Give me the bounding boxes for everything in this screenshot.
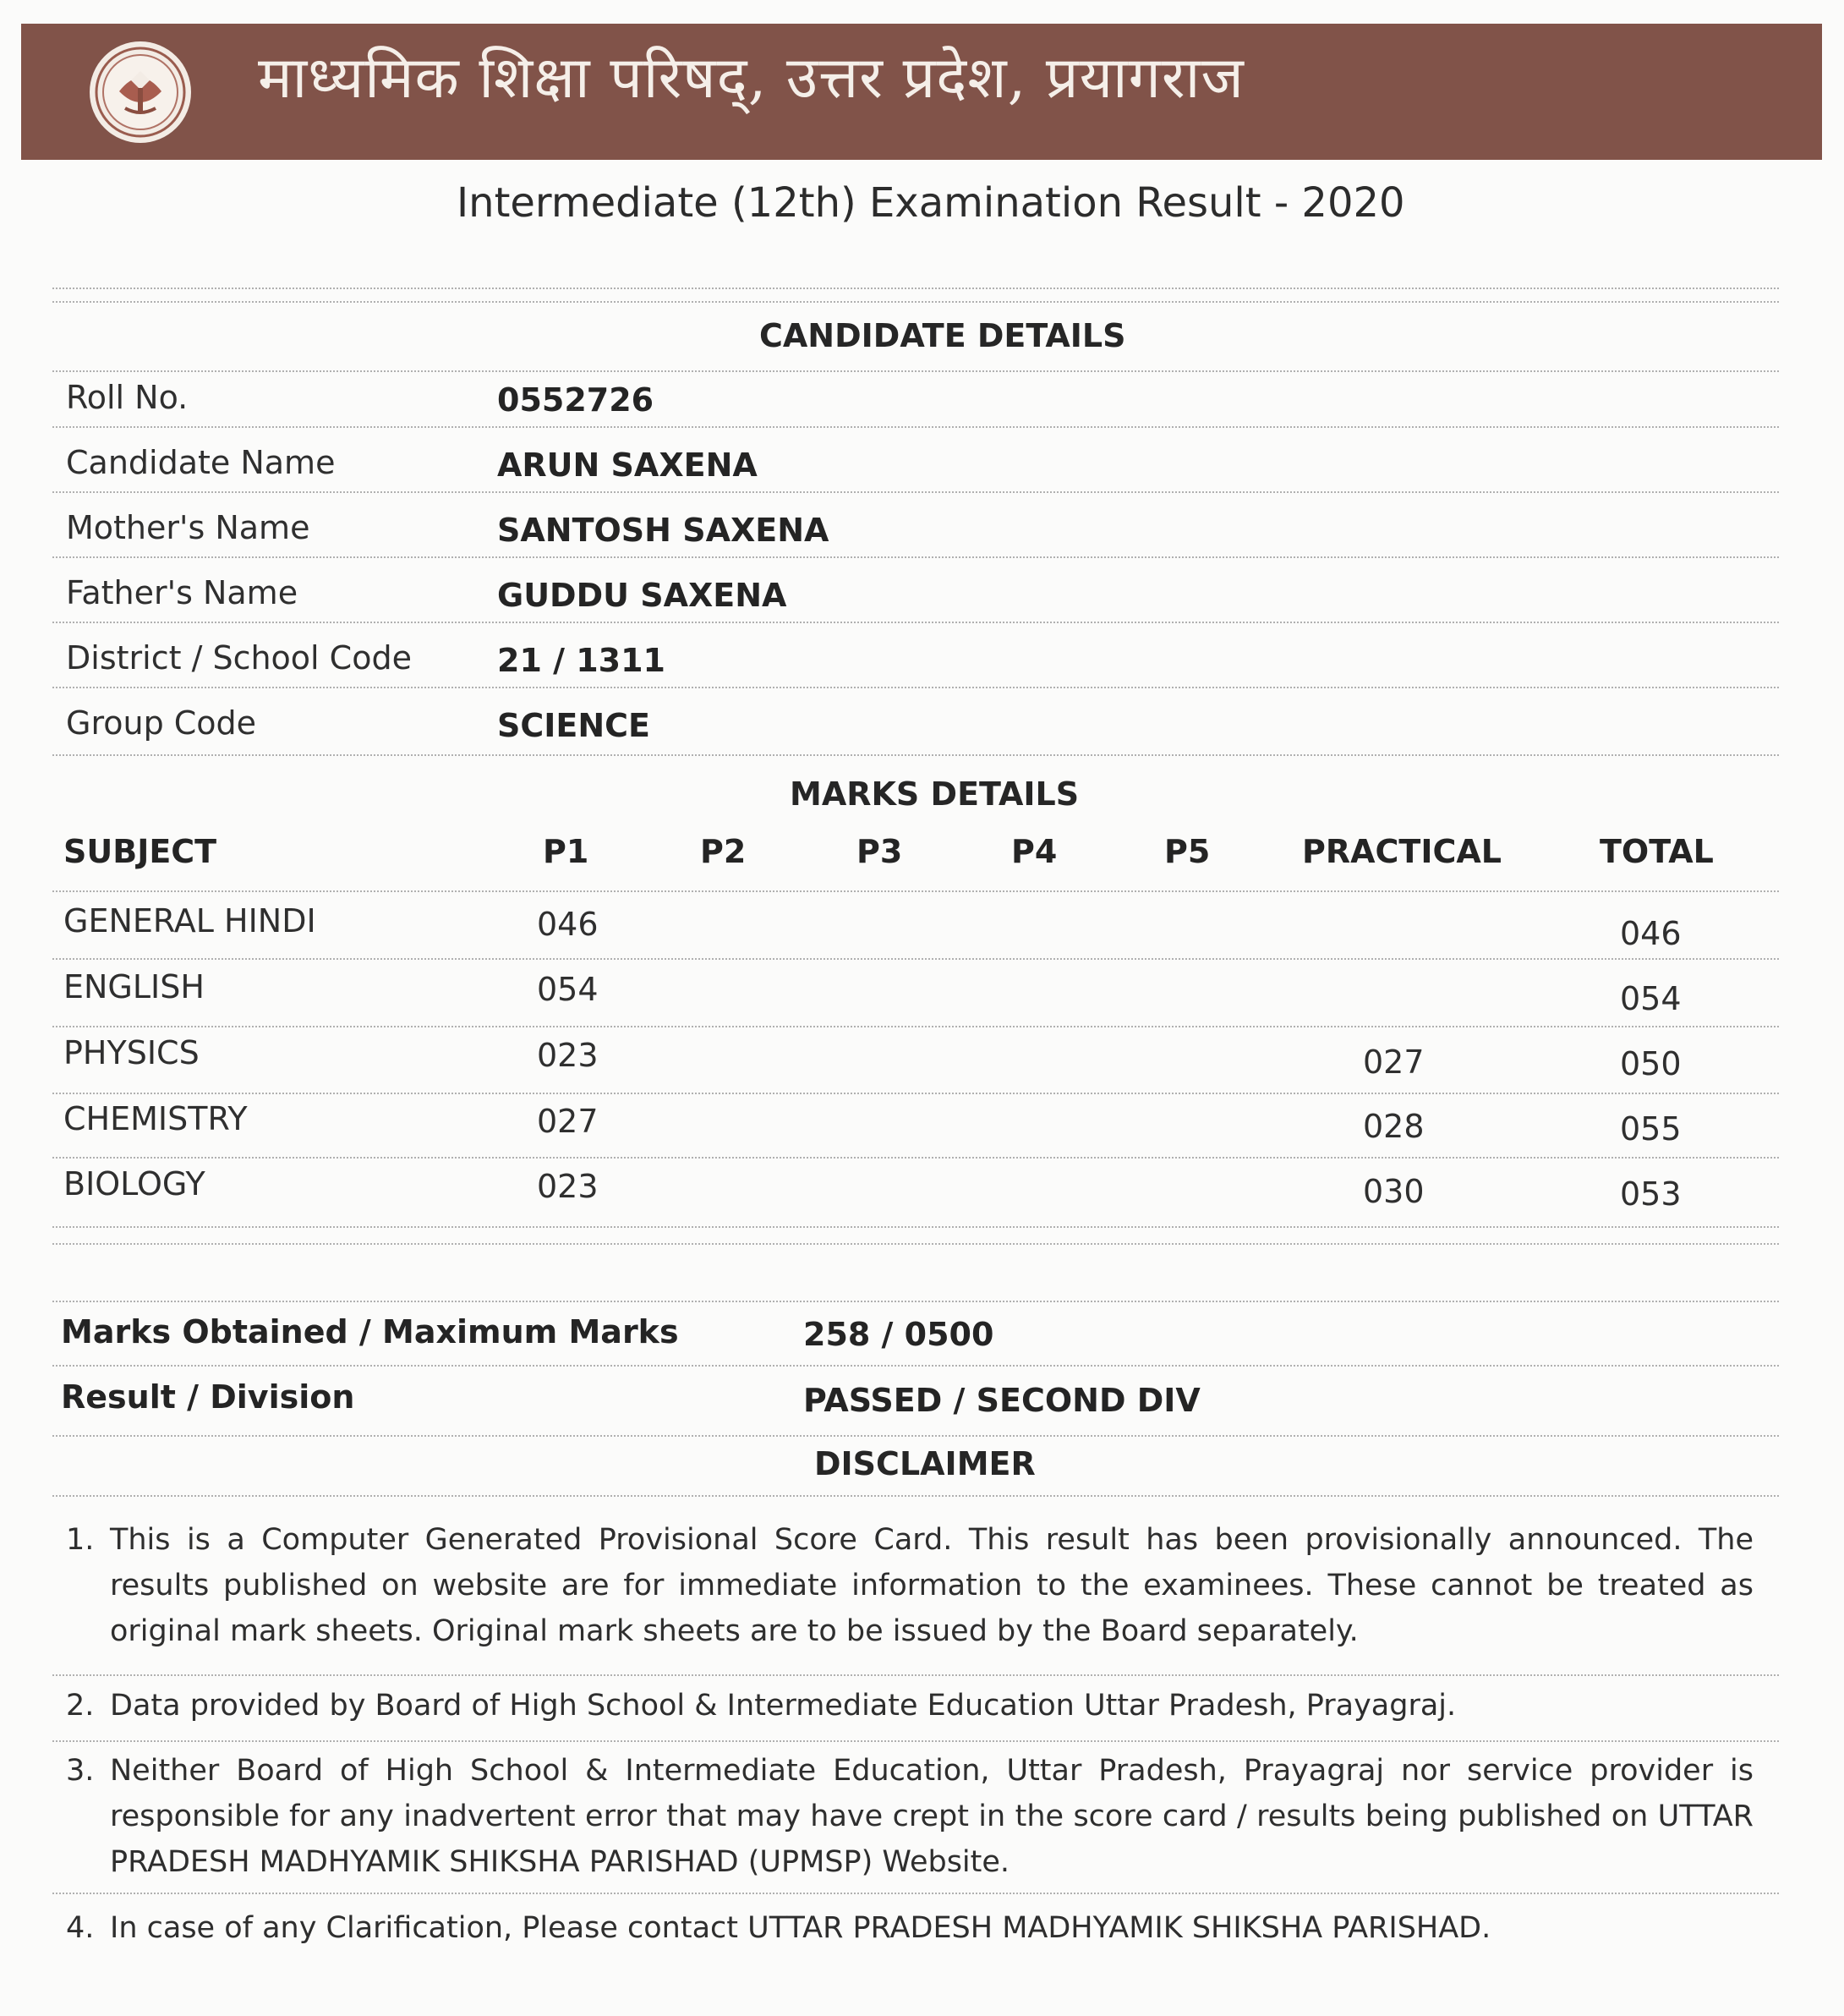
p3-column-header: P3 [856, 833, 903, 870]
p5-column-header: P5 [1164, 833, 1211, 870]
disclaimer-number: 3. [66, 1754, 95, 1788]
divider [52, 687, 1779, 688]
divider [52, 754, 1779, 756]
disclaimer-number: 1. [66, 1523, 95, 1557]
divider [52, 1157, 1779, 1159]
p1-mark: 023 [537, 1168, 599, 1205]
practical-mark: 028 [1363, 1108, 1425, 1145]
disclaimer-number: 4. [66, 1911, 95, 1945]
marks-table-header [0, 835, 1844, 876]
candidate-name-value: ARUN SAXENA [497, 446, 758, 484]
p4-column-header: P4 [1011, 833, 1058, 870]
p1-mark: 023 [537, 1037, 599, 1074]
divider [52, 1435, 1779, 1437]
total-mark: 054 [1620, 980, 1682, 1017]
divider [52, 370, 1779, 372]
disclaimer-item [66, 1683, 1754, 1728]
subject-name: CHEMISTRY [63, 1100, 248, 1137]
district-school-code-value: 21 / 1311 [497, 642, 665, 679]
district-school-code-label: District / School Code [66, 639, 412, 677]
total-mark: 053 [1620, 1175, 1682, 1213]
p1-column-header: P1 [543, 833, 589, 870]
divider [52, 1740, 1779, 1742]
disclaimer-item [66, 1905, 1754, 1951]
total-mark: 055 [1620, 1110, 1682, 1148]
total-mark: 046 [1620, 915, 1682, 952]
result-division-label: Result / Division [61, 1378, 355, 1416]
board-title: माध्यमिक शिक्षा परिषद्, उत्तर प्रदेश, प्रयागराज [258, 45, 1245, 112]
father-name-label: Father's Name [66, 574, 298, 611]
divider [52, 1674, 1779, 1676]
practical-mark: 030 [1363, 1173, 1425, 1210]
divider [52, 1301, 1779, 1302]
subject-name: PHYSICS [63, 1034, 200, 1071]
divider [52, 622, 1779, 623]
marks-details-title: MARKS DETAILS [790, 775, 1080, 813]
father-name-value: GUDDU SAXENA [497, 577, 787, 614]
mother-name-value: SANTOSH SAXENA [497, 512, 829, 549]
result-division-value: PASSED / SECOND DIV [803, 1382, 1201, 1419]
board-header [21, 24, 1822, 160]
mother-name-label: Mother's Name [66, 509, 310, 546]
subject-column-header: SUBJECT [63, 833, 217, 870]
disclaimer-item [66, 1748, 1754, 1885]
roll-no-label: Roll No. [66, 379, 189, 416]
divider [52, 288, 1779, 289]
divider [52, 1093, 1779, 1094]
disclaimer-text: This is a Computer Generated Provisional Score Card. This result has been provisionally announced. The results published on website are for immediate information to the examinees. These cannot be treated as original mark sheets. Original mark sheets are to be issued by the Board separately. [110, 1523, 1754, 1648]
subject-name: BIOLOGY [63, 1165, 205, 1202]
disclaimer-number: 2. [66, 1689, 95, 1723]
divider [52, 301, 1779, 303]
disclaimer-text: Data provided by Board of High School & Intermediate Education Uttar Pradesh, Prayagraj. [110, 1689, 1457, 1723]
candidate-name-label: Candidate Name [66, 444, 336, 481]
total-column-header: TOTAL [1600, 833, 1714, 870]
disclaimer-text: Neither Board of High School & Intermediate Education, Uttar Pradesh, Prayagraj nor service provider is responsible for any inadvertent error that may have crept in the score card / results being published on UTTAR PRADESH MADHYAMIK SHIKSHA PARISHAD (UPMSP) Website. [110, 1754, 1754, 1879]
total-mark: 050 [1620, 1045, 1682, 1082]
disclaimer-title: DISCLAIMER [814, 1445, 1036, 1482]
divider [52, 1226, 1779, 1228]
divider [52, 1495, 1779, 1497]
p1-mark: 046 [537, 906, 599, 943]
divider [52, 1026, 1779, 1027]
p1-mark: 054 [537, 971, 599, 1008]
divider [52, 1893, 1779, 1894]
marks-obtained-value: 258 / 0500 [803, 1316, 994, 1353]
disclaimer-text: In case of any Clarification, Please contact UTTAR PRADESH MADHYAMIK SHIKSHA PARISHAD. [110, 1911, 1491, 1945]
p1-mark: 027 [537, 1103, 599, 1140]
divider [52, 426, 1779, 428]
subject-name: ENGLISH [63, 968, 205, 1005]
divider [52, 556, 1779, 558]
divider [52, 958, 1779, 960]
group-code-value: SCIENCE [497, 707, 651, 744]
practical-mark: 027 [1363, 1044, 1425, 1081]
p2-column-header: P2 [700, 833, 747, 870]
group-code-label: Group Code [66, 704, 257, 742]
disclaimer-item [66, 1517, 1754, 1654]
upmsp-emblem-icon [87, 39, 194, 145]
divider [52, 1243, 1779, 1245]
roll-no-value: 0552726 [497, 381, 654, 419]
divider [52, 491, 1779, 493]
marks-obtained-label: Marks Obtained / Maximum Marks [61, 1313, 679, 1350]
practical-column-header: PRACTICAL [1302, 833, 1502, 870]
subject-name: GENERAL HINDI [63, 902, 316, 940]
candidate-details-title: CANDIDATE DETAILS [759, 317, 1126, 354]
divider [52, 890, 1779, 892]
divider [52, 1365, 1779, 1367]
exam-title: Intermediate (12th) Examination Result - 2020 [457, 179, 1405, 227]
